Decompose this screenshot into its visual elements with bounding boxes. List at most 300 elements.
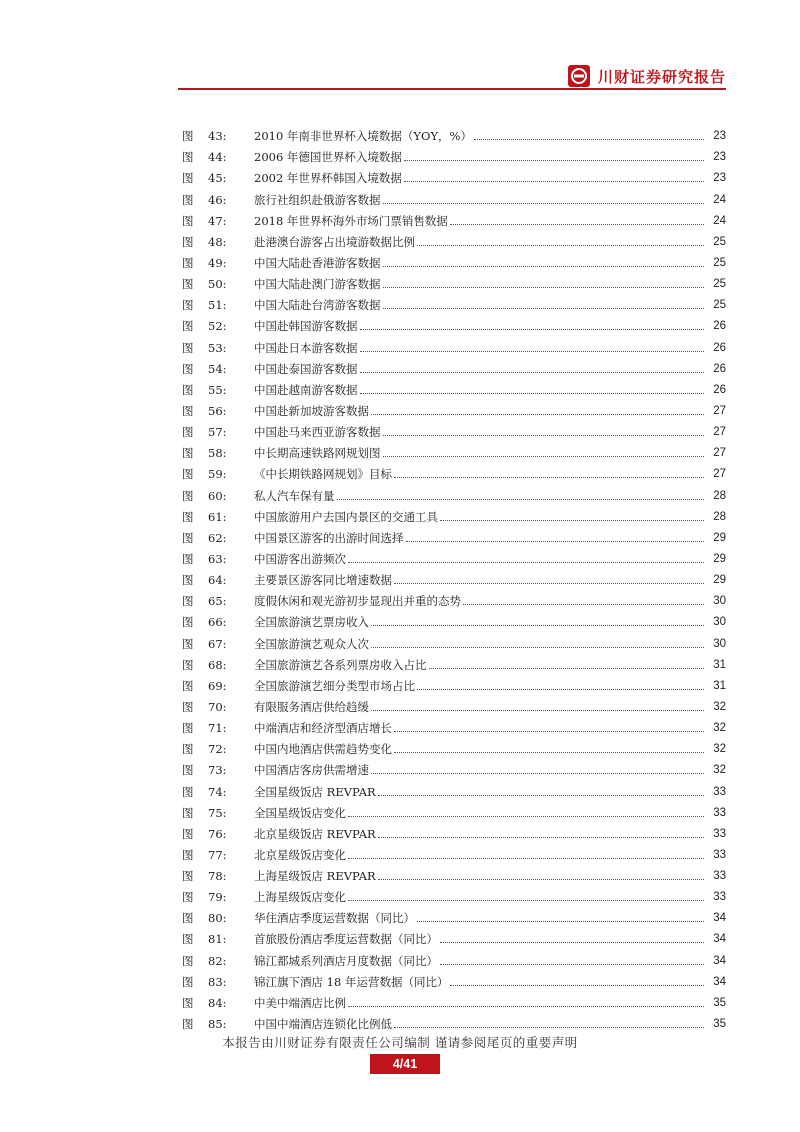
figure-page-number: 27 <box>713 468 726 481</box>
dot-leader <box>383 456 705 457</box>
toc-entry[interactable] <box>182 312 726 333</box>
figure-title-wrap <box>254 193 706 207</box>
brand <box>568 65 726 87</box>
figure-label: 图 <box>182 869 194 884</box>
figure-number: 84: <box>208 995 227 1010</box>
figure-page-number: 27 <box>713 426 726 439</box>
brand-name: 川财证券研究报告 <box>597 67 726 86</box>
toc-entry[interactable] <box>182 777 726 798</box>
dot-leader <box>394 583 704 584</box>
figure-title-wrap <box>254 383 706 397</box>
figure-title: 中国赴韩国游客数据 <box>254 319 358 334</box>
figure-title-wrap <box>254 446 706 460</box>
dot-leader <box>429 668 705 669</box>
toc-entry[interactable] <box>182 524 726 545</box>
figure-title: 中国旅游用户去国内景区的交通工具 <box>254 509 438 524</box>
figure-page-number: 32 <box>713 764 726 777</box>
figure-page-number: 27 <box>713 447 726 460</box>
toc-entry[interactable] <box>182 207 726 228</box>
toc-entry[interactable] <box>182 481 726 502</box>
dot-leader <box>371 710 704 711</box>
dot-leader <box>348 562 704 563</box>
figure-number: 51: <box>208 298 227 313</box>
figure-page-number: 30 <box>713 595 726 608</box>
figure-page-number: 29 <box>713 531 726 544</box>
figure-title: 中国游客出游频次 <box>254 551 346 566</box>
dot-leader <box>371 625 704 626</box>
toc-entry[interactable] <box>182 735 726 756</box>
figure-page-number: 26 <box>713 383 726 396</box>
figure-number: 67: <box>208 636 227 651</box>
figure-label: 图 <box>182 699 194 714</box>
figure-title-wrap <box>254 700 706 714</box>
figure-title: 2006 年德国世界杯入境数据 <box>254 150 402 165</box>
figure-title-wrap <box>254 341 706 355</box>
dot-leader <box>383 203 705 204</box>
figure-label: 图 <box>182 530 194 545</box>
figure-title-wrap <box>254 763 706 777</box>
dot-leader <box>417 245 704 246</box>
figure-title: 北京星级饭店变化 <box>254 847 346 862</box>
toc-entry[interactable] <box>182 841 726 862</box>
figure-number: 58: <box>208 446 227 461</box>
figure-title-wrap <box>254 150 706 164</box>
figure-page-number: 23 <box>713 151 726 164</box>
toc-entry[interactable] <box>182 566 726 587</box>
figure-page-number: 28 <box>713 489 726 502</box>
figure-number: 76: <box>208 826 227 841</box>
dot-leader <box>394 1027 704 1028</box>
figure-number: 75: <box>208 805 227 820</box>
page-header <box>178 60 726 90</box>
figure-number: 47: <box>208 213 227 228</box>
dot-leader <box>360 351 705 352</box>
dot-leader <box>394 752 704 753</box>
figure-title-wrap <box>254 658 706 672</box>
figure-title-wrap <box>254 996 706 1010</box>
header-divider <box>178 88 726 90</box>
figure-title-wrap <box>254 785 706 799</box>
figure-label: 图 <box>182 171 194 186</box>
toc-entry[interactable] <box>182 862 726 883</box>
toc-entry[interactable] <box>182 693 726 714</box>
dot-leader <box>463 604 704 605</box>
figure-page-number: 25 <box>713 278 726 291</box>
figure-title: 《中长期铁路网规划》目标 <box>254 467 392 482</box>
figure-label: 图 <box>182 298 194 313</box>
figure-title-wrap <box>254 679 706 693</box>
figure-title-wrap <box>254 594 706 608</box>
figure-label: 图 <box>182 953 194 968</box>
toc-entry[interactable] <box>182 587 726 608</box>
figure-title-wrap <box>254 425 706 439</box>
figure-label: 图 <box>182 932 194 947</box>
figure-number: 81: <box>208 932 227 947</box>
figure-page-number: 32 <box>713 743 726 756</box>
dot-leader <box>440 964 704 965</box>
dot-leader <box>383 435 705 436</box>
figure-number: 83: <box>208 974 227 989</box>
figure-label: 图 <box>182 573 194 588</box>
figure-number: 74: <box>208 784 227 799</box>
figure-page-number: 25 <box>713 256 726 269</box>
dot-leader <box>378 837 704 838</box>
figure-number: 78: <box>208 869 227 884</box>
figure-title-wrap <box>254 615 706 629</box>
figure-number: 79: <box>208 890 227 905</box>
figure-label: 图 <box>182 678 194 693</box>
figure-page-number: 23 <box>713 130 726 143</box>
figure-label: 图 <box>182 594 194 609</box>
dot-leader <box>474 139 704 140</box>
figure-page-number: 29 <box>713 574 726 587</box>
figure-label: 图 <box>182 890 194 905</box>
figure-label: 图 <box>182 255 194 270</box>
toc-entry[interactable] <box>182 164 726 185</box>
figure-title: 中国赴新加坡游客数据 <box>254 403 369 418</box>
figure-title: 2002 年世界杯韩国入境数据 <box>254 171 402 186</box>
figure-title: 首旅股份酒店季度运营数据（同比） <box>254 932 438 947</box>
figure-page-number: 30 <box>713 637 726 650</box>
toc-entry[interactable] <box>182 883 726 904</box>
figure-label: 图 <box>182 636 194 651</box>
figure-title: 全国旅游演艺观众人次 <box>254 636 369 651</box>
dot-leader <box>371 647 704 648</box>
figure-label: 图 <box>182 361 194 376</box>
figure-title: 旅行社组织赴俄游客数据 <box>254 192 381 207</box>
figure-label: 图 <box>182 721 194 736</box>
dot-leader <box>383 266 705 267</box>
figure-label: 图 <box>182 551 194 566</box>
figure-number: 57: <box>208 425 227 440</box>
figure-label: 图 <box>182 488 194 503</box>
figure-page-number: 33 <box>713 806 726 819</box>
figure-number: 73: <box>208 763 227 778</box>
figure-title: 中国景区游客的出游时间选择 <box>254 530 404 545</box>
figure-title-wrap <box>254 129 706 143</box>
figure-title-wrap <box>254 637 706 651</box>
toc-entry[interactable] <box>182 460 726 481</box>
toc-entry[interactable] <box>182 714 726 735</box>
figure-page-number: 23 <box>713 172 726 185</box>
figure-number: 54: <box>208 361 227 376</box>
dot-leader <box>404 160 704 161</box>
toc-entry[interactable] <box>182 397 726 418</box>
figure-number: 60: <box>208 488 227 503</box>
figure-number: 55: <box>208 382 227 397</box>
figure-page-number: 26 <box>713 341 726 354</box>
figure-label: 图 <box>182 805 194 820</box>
figure-number: 80: <box>208 911 227 926</box>
figure-label: 图 <box>182 213 194 228</box>
dot-leader <box>450 224 704 225</box>
figure-label: 图 <box>182 826 194 841</box>
toc-entry[interactable] <box>182 291 726 312</box>
figure-label: 图 <box>182 150 194 165</box>
dot-leader <box>348 816 704 817</box>
dot-leader <box>348 1006 704 1007</box>
toc-entry[interactable] <box>182 418 726 439</box>
figure-number: 71: <box>208 721 227 736</box>
figure-page-number: 25 <box>713 299 726 312</box>
figure-title: 中端酒店和经济型酒店增长 <box>254 721 392 736</box>
toc-entry[interactable] <box>182 946 726 967</box>
toc-entry[interactable] <box>182 904 726 925</box>
figure-number: 64: <box>208 573 227 588</box>
toc-entry[interactable] <box>182 270 726 291</box>
toc-entry[interactable] <box>182 376 726 397</box>
figure-page-number: 26 <box>713 320 726 333</box>
figure-title-wrap <box>254 742 706 756</box>
figure-label: 图 <box>182 234 194 249</box>
figure-number: 52: <box>208 319 227 334</box>
figure-title-wrap <box>254 869 706 883</box>
figure-title: 度假休闲和观光游初步显现出并重的态势 <box>254 594 461 609</box>
dot-leader <box>360 329 705 330</box>
figure-page-number: 28 <box>713 510 726 523</box>
dot-leader <box>417 689 704 690</box>
figure-number: 43: <box>208 129 227 144</box>
figure-number: 68: <box>208 657 227 672</box>
figure-label: 图 <box>182 425 194 440</box>
toc-entry[interactable] <box>182 968 726 989</box>
dot-leader <box>371 414 704 415</box>
figure-title-wrap <box>254 975 706 989</box>
figure-title: 北京星级饭店 REVPAR <box>254 826 376 841</box>
figure-title: 锦江都城系列酒店月度数据（同比） <box>254 953 438 968</box>
figure-title: 全国星级饭店变化 <box>254 805 346 820</box>
figure-title-wrap <box>254 721 706 735</box>
figure-number: 48: <box>208 234 227 249</box>
toc-entry[interactable] <box>182 249 726 270</box>
figure-number: 53: <box>208 340 227 355</box>
figure-page-number: 25 <box>713 235 726 248</box>
toc-entry[interactable] <box>182 629 726 650</box>
figure-title: 全国旅游演艺细分类型市场占比 <box>254 678 415 693</box>
figure-page-number: 35 <box>713 1018 726 1031</box>
figure-index <box>182 122 726 1031</box>
toc-entry[interactable] <box>182 355 726 376</box>
figure-title: 全国星级饭店 REVPAR <box>254 784 376 799</box>
figure-title-wrap <box>254 489 706 503</box>
figure-title-wrap <box>254 848 706 862</box>
toc-entry[interactable] <box>182 651 726 672</box>
figure-title: 中国赴泰国游客数据 <box>254 361 358 376</box>
figure-title: 2018 年世界杯海外市场门票销售数据 <box>254 213 448 228</box>
dot-leader <box>440 942 704 943</box>
figure-page-number: 33 <box>713 848 726 861</box>
figure-title: 赴港澳台游客占出境游数据比例 <box>254 234 415 249</box>
dot-leader <box>360 393 705 394</box>
figure-page-number: 33 <box>713 827 726 840</box>
figure-title-wrap <box>254 510 706 524</box>
figure-title-wrap <box>254 552 706 566</box>
figure-number: 82: <box>208 953 227 968</box>
dot-leader <box>371 773 704 774</box>
figure-page-number: 33 <box>713 785 726 798</box>
figure-title: 全国旅游演艺票房收入 <box>254 615 369 630</box>
figure-label: 图 <box>182 1017 194 1032</box>
figure-label: 图 <box>182 340 194 355</box>
dot-leader <box>406 541 705 542</box>
figure-label: 图 <box>182 974 194 989</box>
figure-number: 70: <box>208 699 227 714</box>
figure-page-number: 33 <box>713 891 726 904</box>
figure-label: 图 <box>182 382 194 397</box>
dot-leader <box>348 858 704 859</box>
figure-title: 私人汽车保有量 <box>254 488 335 503</box>
figure-page-number: 24 <box>713 193 726 206</box>
figure-title-wrap <box>254 277 706 291</box>
toc-entry[interactable] <box>182 1010 726 1031</box>
figure-number: 59: <box>208 467 227 482</box>
figure-number: 72: <box>208 742 227 757</box>
figure-page-number: 29 <box>713 552 726 565</box>
figure-number: 65: <box>208 594 227 609</box>
figure-title: 主要景区游客同比增速数据 <box>254 573 392 588</box>
figure-title-wrap <box>254 911 706 925</box>
figure-title: 中国赴越南游客数据 <box>254 382 358 397</box>
figure-title: 中国大陆赴澳门游客数据 <box>254 277 381 292</box>
figure-title-wrap <box>254 171 706 185</box>
toc-entry[interactable] <box>182 756 726 777</box>
toc-entry[interactable] <box>182 333 726 354</box>
figure-label: 图 <box>182 784 194 799</box>
figure-page-number: 34 <box>713 912 726 925</box>
toc-entry[interactable] <box>182 925 726 946</box>
toc-entry[interactable] <box>182 545 726 566</box>
figure-title: 中国酒店客房供需增速 <box>254 763 369 778</box>
figure-label: 图 <box>182 192 194 207</box>
figure-title-wrap <box>254 256 706 270</box>
figure-label: 图 <box>182 657 194 672</box>
figure-title: 中美中端酒店比例 <box>254 995 346 1010</box>
dot-leader <box>360 372 705 373</box>
figure-number: 49: <box>208 255 227 270</box>
figure-label: 图 <box>182 847 194 862</box>
figure-title: 中国赴马来西亚游客数据 <box>254 425 381 440</box>
figure-label: 图 <box>182 995 194 1010</box>
company-logo-icon <box>568 65 590 87</box>
figure-page-number: 27 <box>713 404 726 417</box>
figure-page-number: 31 <box>713 658 726 671</box>
figure-number: 50: <box>208 277 227 292</box>
figure-title-wrap <box>254 954 706 968</box>
figure-title-wrap <box>254 319 706 333</box>
toc-entry[interactable] <box>182 185 726 206</box>
figure-title: 有限服务酒店供给趋缓 <box>254 699 369 714</box>
figure-label: 图 <box>182 911 194 926</box>
figure-label: 图 <box>182 277 194 292</box>
figure-page-number: 32 <box>713 700 726 713</box>
figure-title-wrap <box>254 932 706 946</box>
figure-page-number: 34 <box>713 975 726 988</box>
toc-entry[interactable] <box>182 989 726 1010</box>
figure-title-wrap <box>254 467 706 481</box>
toc-entry[interactable] <box>182 439 726 460</box>
figure-label: 图 <box>182 403 194 418</box>
footer-disclaimer: 本报告由川财证券有限责任公司编制 谨请参阅尾页的重要声明 <box>222 1035 578 1050</box>
dot-leader <box>383 308 705 309</box>
toc-entry[interactable] <box>182 143 726 164</box>
toc-entry[interactable] <box>182 503 726 524</box>
toc-entry[interactable] <box>182 672 726 693</box>
figure-title: 中国中端酒店连锁化比例低 <box>254 1017 392 1032</box>
dot-leader <box>383 287 705 288</box>
figure-title-wrap <box>254 573 706 587</box>
figure-number: 46: <box>208 192 227 207</box>
figure-title-wrap <box>254 806 706 820</box>
dot-leader <box>337 499 705 500</box>
figure-title: 全国旅游演艺各系列票房收入占比 <box>254 657 427 672</box>
page-indicator: 4/41 <box>370 1054 440 1074</box>
dot-leader <box>394 731 704 732</box>
figure-label: 图 <box>182 509 194 524</box>
figure-label: 图 <box>182 615 194 630</box>
toc-entry[interactable] <box>182 122 726 143</box>
figure-page-number: 33 <box>713 870 726 883</box>
figure-number: 44: <box>208 150 227 165</box>
figure-title: 中长期高速铁路网规划图 <box>254 446 381 461</box>
figure-label: 图 <box>182 319 194 334</box>
figure-number: 45: <box>208 171 227 186</box>
toc-entry[interactable] <box>182 799 726 820</box>
figure-title-wrap <box>254 235 706 249</box>
figure-number: 66: <box>208 615 227 630</box>
figure-title-wrap <box>254 298 706 312</box>
toc-entry[interactable] <box>182 608 726 629</box>
figure-title: 中国内地酒店供需趋势变化 <box>254 742 392 757</box>
figure-number: 85: <box>208 1017 227 1032</box>
figure-title-wrap <box>254 890 706 904</box>
figure-label: 图 <box>182 446 194 461</box>
figure-page-number: 30 <box>713 616 726 629</box>
toc-entry[interactable] <box>182 228 726 249</box>
figure-page-number: 24 <box>713 214 726 227</box>
figure-number: 77: <box>208 847 227 862</box>
figure-label: 图 <box>182 763 194 778</box>
figure-title: 上海星级饭店变化 <box>254 890 346 905</box>
figure-page-number: 26 <box>713 362 726 375</box>
dot-leader <box>440 520 704 521</box>
figure-title: 中国赴日本游客数据 <box>254 340 358 355</box>
dot-leader <box>404 181 704 182</box>
figure-label: 图 <box>182 742 194 757</box>
figure-number: 69: <box>208 678 227 693</box>
figure-title: 锦江旗下酒店 18 年运营数据（同比） <box>254 974 449 989</box>
figure-number: 63: <box>208 551 227 566</box>
figure-title: 中国大陆赴台湾游客数据 <box>254 298 381 313</box>
figure-page-number: 31 <box>713 679 726 692</box>
figure-title: 中国大陆赴香港游客数据 <box>254 255 381 270</box>
figure-number: 62: <box>208 530 227 545</box>
figure-number: 61: <box>208 509 227 524</box>
dot-leader <box>417 921 704 922</box>
dot-leader <box>348 900 704 901</box>
figure-page-number: 35 <box>713 996 726 1009</box>
figure-title: 2010 年南非世界杯入境数据（YOY，%） <box>254 129 472 144</box>
figure-title-wrap <box>254 827 706 841</box>
dot-leader <box>450 985 704 986</box>
dot-leader <box>378 795 704 796</box>
figure-page-number: 32 <box>713 722 726 735</box>
figure-label: 图 <box>182 467 194 482</box>
figure-title-wrap <box>254 531 706 545</box>
figure-title: 华住酒店季度运营数据（同比） <box>254 911 415 926</box>
toc-entry[interactable] <box>182 820 726 841</box>
figure-page-number: 34 <box>713 933 726 946</box>
figure-label: 图 <box>182 129 194 144</box>
